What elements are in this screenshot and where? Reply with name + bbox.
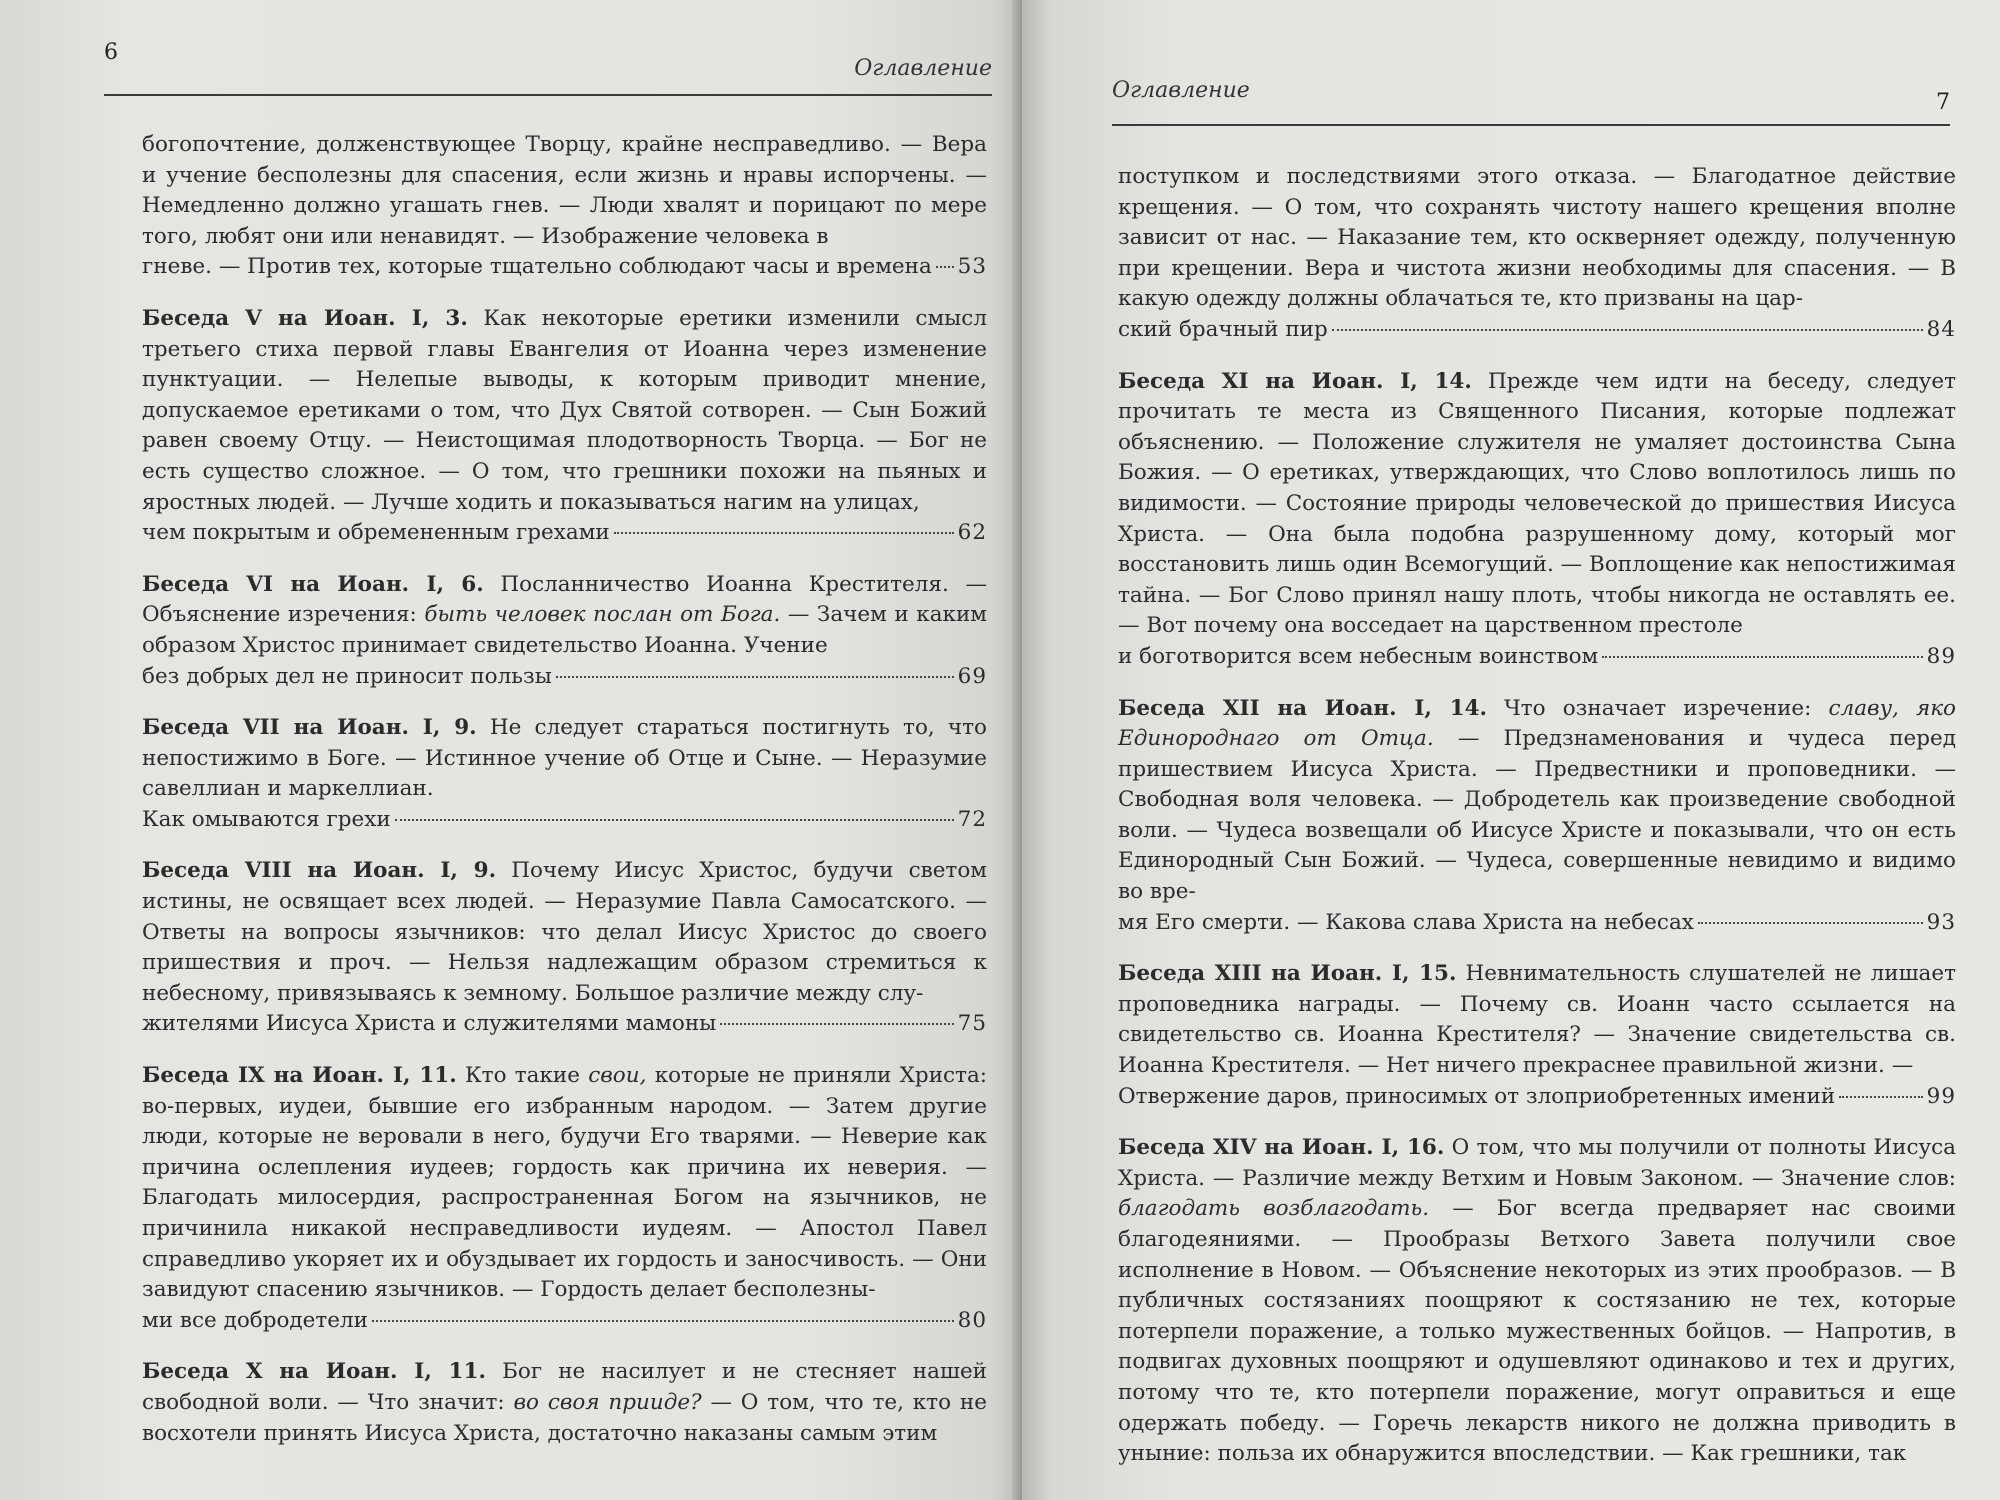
toc-leader xyxy=(1118,908,1956,939)
entry-text: Невнимательность слушателей не лишает проповедника награды. — Почему св. Иоанн часто ссылается на свидетельство св. Иоанна Крестителя? — Значение свидетельства св. Иоанна Крестителя. — Нет ничего прекраснее правильной жизни. — xyxy=(1118,961,1956,1079)
toc-entry xyxy=(142,570,987,692)
entry-page-ref: 89 xyxy=(1926,643,1956,669)
toc-entry xyxy=(142,713,987,835)
toc-entry xyxy=(1118,1133,1956,1470)
entry-quote: быть человек послан от Бога. xyxy=(424,602,781,628)
entry-text: Бог не насилует и не стесняет нашей свободной воли. — Что значит: xyxy=(142,1359,987,1415)
entry-last-line: ский брачный пир xyxy=(1118,316,1328,342)
entry-page-ref: 72 xyxy=(957,806,987,832)
entry-quote: во своя прииде? xyxy=(513,1389,702,1415)
toc-leader xyxy=(142,1009,987,1040)
toc-leader xyxy=(142,662,987,693)
entry-text: поступком и последствиями этого отказа. — Благодатное действие крещения. — О том, что сохранять чистоту нашего крещения вполне зависит от нас. — Наказание тем, кто оскверняет одежду, полученную при крещении. Вера и чистота жизни необходимы для спасения. — В какую одежду должны облачаться те, кто призваны на цар- xyxy=(1118,164,1956,312)
entry-text: Не следует стараться постигнуть то, что непостижимо в Боге. — Истинное учение об Отце и Сыне. — Неразумие савеллиан и маркеллиан. xyxy=(142,715,987,802)
entry-last-line: без добрых дел не приносит пользы xyxy=(142,663,552,689)
toc-leader xyxy=(142,518,987,549)
entry-page-ref: 75 xyxy=(957,1011,987,1037)
entry-quote: славу, яко Единороднаго от Отца. xyxy=(1118,695,1956,752)
toc-leader xyxy=(142,1306,987,1337)
page-number: 7 xyxy=(1936,90,1950,115)
dot-leader xyxy=(1332,329,1923,331)
entry-page-ref: 93 xyxy=(1926,909,1956,935)
entry-text-continued: — Зачем и каким образом Христос принимает свидетельство Иоанна. Учение xyxy=(142,602,988,658)
entry-heading: Беседа VI на Иоан. I, 6. xyxy=(142,571,484,597)
entry-page-ref: 99 xyxy=(1926,1083,1956,1109)
page-number: 6 xyxy=(104,40,118,65)
entry-heading: Беседа XII на Иоан. I, 14. xyxy=(1118,695,1488,721)
left-page-header xyxy=(104,36,992,96)
entry-heading: Беседа XIV на Иоан. I, 16. xyxy=(1118,1135,1445,1161)
toc-entry xyxy=(142,856,987,1040)
entry-text: Почему Иисус Христос, будучи светом истины, не освящает всех людей. — Неразумие Павла Самосатского. — Ответы на вопросы язычников: что делал Иисус Христос до своего пришествия и проч. — Нельзя надлежащим образом стремиться к небесному, привязываясь к земному. Большое различие между слу- xyxy=(142,858,987,1006)
entry-heading: Беседа XI на Иоан. I, 14. xyxy=(1118,368,1472,394)
dot-leader xyxy=(1698,922,1923,924)
entry-text: Как некоторые еретики изменили смысл третьего стиха первой главы Евангелия от Иоанна через изменение пунктуации. — Нелепые выводы, к которым приводит мнение, допускаемое еретиками о том, что Дух Святой сотворен. — Сын Божий равен своему Отцу. — Неистощимая плодотворность Творца. — Бог не есть существо сложное. — О том, что грешники похожи на пьяных и яростных людей. — Лучше ходить и показываться нагим на улицах, xyxy=(142,305,987,515)
toc-entry xyxy=(1118,162,1956,346)
dot-leader xyxy=(395,819,954,821)
toc-leader xyxy=(1118,642,1956,673)
entry-text: богопочтение, долженствующее Творцу, крайне несправедливо. — Вера и учение бесполезны для спасения, если жизнь и нравы испорчены. — Немедленно должно угашать гнев. — Люди хвалят и порицают по мере того, любят они или ненавидят. — Изображение человека в xyxy=(142,132,987,249)
dot-leader xyxy=(556,676,954,678)
toc-entry xyxy=(142,1357,987,1449)
running-head: Оглавление xyxy=(854,56,992,81)
dot-leader xyxy=(372,1320,954,1322)
entry-heading: Беседа V на Иоан. I, 3. xyxy=(142,305,468,331)
entry-heading: Беседа X на Иоан. I, 11. xyxy=(142,1359,486,1385)
entry-text-continued: — Бог всегда предваряет нас своими благодеяниями. — Прообразы Ветхого Завета получили свое исполнение в Новом. — Объяснение некоторых из этих прообразов. — В публичных состязаниях поощряют к состязанию не тех, которые потерпели поражение, а только мужественных бойцов. — Напротив, в подвигах духовных поощряют и одушевляют одинаково и тех и других, потому что те, кто потерпели поражение, могут оправиться и еще одержать победу. — Горечь лекарств никого не должна приводить в уныние: польза их обнаружится впоследствии. — Как грешники, так xyxy=(1118,1196,1956,1467)
entry-page-ref: 53 xyxy=(957,254,987,280)
entry-text: Прежде чем идти на беседу, следует прочитать те места из Священного Писания, которые подлежат объяснению. — Положение служителя не умаляет достоинства Сына Божия. — О еретиках, утверждающих, что Слово воплотилось лишь по видимости. — Состояние природы человеческой до пришествия Иисуса Христа. — Она была подобна разрушенному дому, который мог восстановить лишь один Всемогущий. — Воплощение как непостижимая тайна. — Бог Слово принял нашу плоть, чтобы никогда не оставлять ее. — Вот почему она восседает на царственном престоле xyxy=(1118,368,1956,639)
toc-entry xyxy=(1118,367,1956,673)
running-head: Оглавление xyxy=(1112,78,1250,103)
toc-leader xyxy=(1118,1082,1956,1113)
toc-entry xyxy=(142,1061,987,1336)
entry-text: Что означает изречение: xyxy=(1504,695,1812,721)
left-toc xyxy=(142,130,987,1470)
entry-last-line: Отвержение даров, приносимых от злоприобретенных имений xyxy=(1118,1083,1836,1109)
entry-quote: благодать возблагодать. xyxy=(1118,1196,1430,1222)
dot-leader xyxy=(1602,656,1922,658)
entry-heading: Беседа VIII на Иоан. I, 9. xyxy=(142,858,497,884)
dot-leader xyxy=(720,1023,953,1025)
entry-last-line: Как омываются грехи xyxy=(142,806,391,832)
entry-heading: Беседа IX на Иоан. I, 11. xyxy=(142,1063,457,1089)
toc-leader xyxy=(142,805,987,836)
entry-last-line: жителями Иисуса Христа и служителями мамоны xyxy=(142,1011,717,1037)
toc-entry xyxy=(1118,694,1956,939)
toc-leader xyxy=(142,252,987,283)
entry-page-ref: 69 xyxy=(957,663,987,689)
entry-text-continued: которые не приняли Христа: во-первых, иудеи, бывшие его избранным народом. — Затем другие люди, которые не веровали в него, будучи Его тварями. — Неверие как причина ослепления иудеев; гордость как причина их неверия. — Благодать милосердия, распространенная Богом на язычников, не причинила никакой несправедливости иудеям. — Апостол Павел справедливо укоряет их и обуздывает их гордость и заносчивость. — Они завидуют спасению язычников. — Гордость делает бесполезны- xyxy=(142,1063,988,1303)
dot-leader xyxy=(614,532,954,534)
entry-page-ref: 80 xyxy=(957,1307,987,1333)
right-toc xyxy=(1118,162,1956,1491)
entry-text: Кто такие xyxy=(465,1063,580,1089)
entry-text: Посланничество Иоанна Крестителя. — Объяснение изречения: xyxy=(142,571,987,628)
entry-text-continued: — Предзнаменования и чудеса перед пришествием Иисуса Христа. — Предвестники и проповедники. — Свободная воля человека. — Добродетель как произведение свободной воли. — Чудеса возвещали об Иисусе Христе и показывали, что он есть Единородный Сын Божий. — Чудеса, совершенные невидимо и видимо во вре- xyxy=(1118,726,1956,905)
entry-page-ref: 62 xyxy=(957,520,987,546)
entry-text-continued: — О том, что те, кто не восхотели принять Иисуса Христа, достаточно наказаны самым этим xyxy=(142,1389,987,1446)
entry-last-line: мя Его смерти. — Какова слава Христа на небесах xyxy=(1118,909,1694,935)
toc-entry xyxy=(1118,959,1956,1112)
dot-leader xyxy=(1839,1096,1922,1098)
entry-heading: Беседа VII на Иоан. I, 9. xyxy=(142,715,477,741)
entry-last-line: гневе. — Против тех, которые тщательно соблюдают часы и времена xyxy=(142,254,932,280)
right-page xyxy=(1022,0,2000,1500)
dot-leader xyxy=(936,266,954,268)
toc-entry xyxy=(142,304,987,549)
entry-heading: Беседа XIII на Иоан. I, 15. xyxy=(1118,961,1457,987)
entry-last-line: и боготворится всем небесным воинством xyxy=(1118,643,1599,669)
entry-quote: свои, xyxy=(588,1063,647,1089)
toc-leader xyxy=(1118,315,1956,346)
right-page-header xyxy=(1112,70,1950,126)
entry-last-line: чем покрытым и обремененным грехами xyxy=(142,520,610,546)
entry-page-ref: 84 xyxy=(1926,316,1956,342)
entry-last-line: ми все добродетели xyxy=(142,1307,368,1333)
toc-entry xyxy=(142,130,987,283)
entry-text: О том, что мы получили от полноты Иисуса Христа. — Различие между Ветхим и Новым Законом. — Значение слов: xyxy=(1118,1135,1956,1191)
